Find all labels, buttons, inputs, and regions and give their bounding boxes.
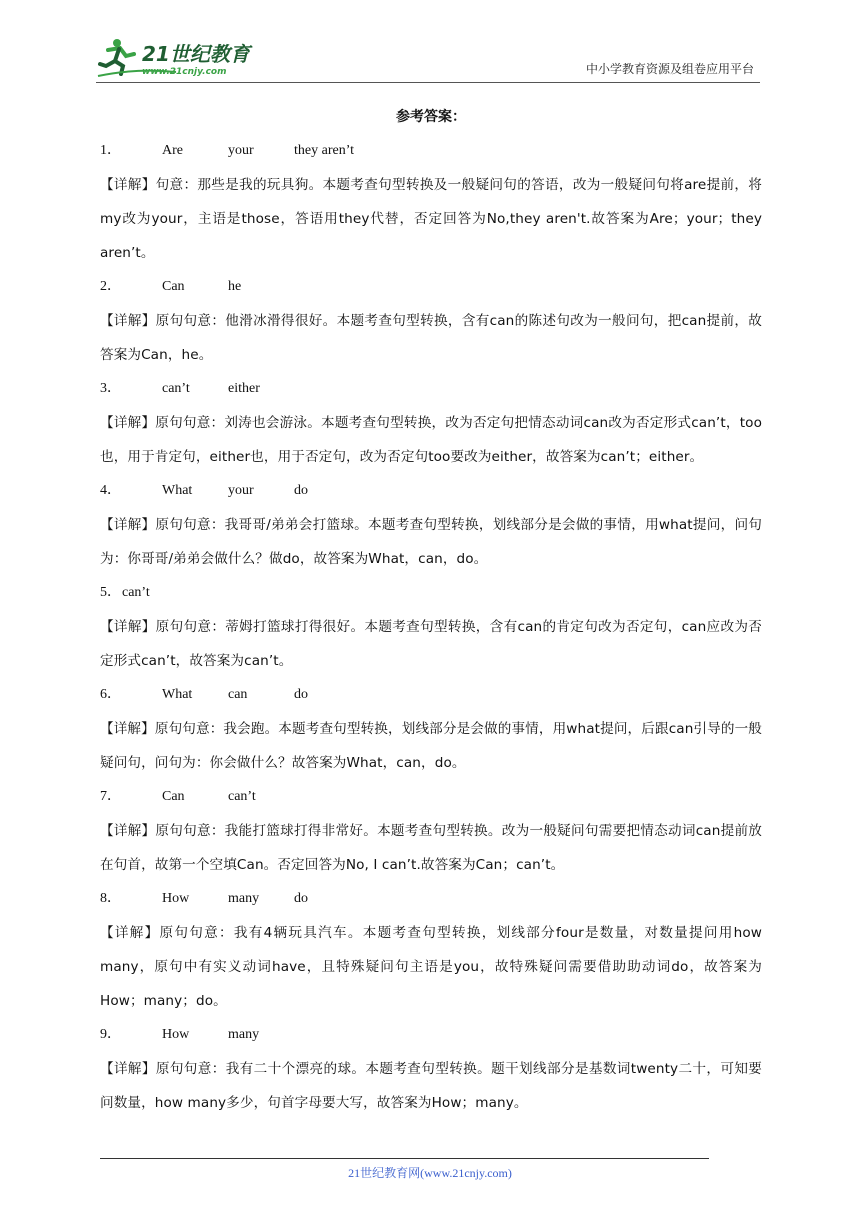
explanation-text: 【详解】原句句意：他滑冰滑得很好。本题考查句型转换，含有can的陈述句改为一般问句，把can提前，故答案为Can，he。 xyxy=(100,313,762,363)
answer-word: What xyxy=(162,687,193,702)
answer-word: do xyxy=(294,483,308,498)
answer-word: How xyxy=(162,1027,190,1042)
question-number: 7． xyxy=(100,789,121,804)
answer-word: can xyxy=(228,687,248,702)
answer-item xyxy=(100,372,762,474)
answer-item xyxy=(100,576,762,678)
explanation-text: 【详解】原句句意：蒂姆打篮球打得很好。本题考查句型转换，含有can的肯定句改为否定句，can应改为否定形式can’t，故答案为can’t。 xyxy=(100,619,762,669)
runner-logo-icon xyxy=(96,36,266,80)
site-logo xyxy=(96,36,266,80)
answer-item xyxy=(100,134,762,270)
answer-item xyxy=(100,270,762,372)
answer-line xyxy=(100,372,762,406)
answer-line xyxy=(100,1018,762,1052)
answer-word: How xyxy=(162,891,190,906)
answer-word: your xyxy=(228,143,254,158)
answer-word: can’t xyxy=(122,585,150,600)
explanation-text: 【详解】原句句意：刘涛也会游泳。本题考查句型转换，改为否定句把情态动词can改为否定形式can’t，too也，用于肯定句，either也，用于否定句，改为否定句too要改为either，故答案为can’t；either。 xyxy=(100,415,762,465)
answer-line xyxy=(100,882,762,916)
answer-line xyxy=(100,678,762,712)
answer-line xyxy=(100,134,762,168)
answer-line xyxy=(100,780,762,814)
explanation-text: 【详解】句意：那些是我的玩具狗。本题考查句型转换及一般疑问句的答语，改为一般疑问句将are提前，将my改为your，主语是those，答语用they代替，否定回答为No,they aren't.故答案为Are；your；they aren’t。 xyxy=(100,177,762,261)
answer-item xyxy=(100,780,762,882)
question-number: 1． xyxy=(100,143,121,158)
answer-word: they aren’t xyxy=(294,143,354,158)
answer-word: many xyxy=(228,1027,260,1042)
explanation-text: 【详解】原句句意：我哥哥/弟弟会打篮球。本题考查句型转换，划线部分是会做的事情，用what提问，问句为：你哥哥/弟弟会做什么？做do，故答案为What，can，do。 xyxy=(100,517,762,567)
answer-line xyxy=(100,270,762,304)
answer-sheet xyxy=(100,100,762,1120)
answer-word: he xyxy=(228,279,242,294)
question-number: 5． xyxy=(100,585,121,600)
answer-word: Are xyxy=(162,143,183,158)
answer-line xyxy=(100,576,762,610)
platform-name: 中小学教育资源及组卷应用平台 xyxy=(585,62,754,76)
answer-word: What xyxy=(162,483,193,498)
footer-divider xyxy=(100,1158,709,1159)
question-number: 8． xyxy=(100,891,121,906)
page-header xyxy=(96,30,760,83)
footer-source: 21世纪教育网(www.21cnjy.com) xyxy=(348,1166,512,1180)
answer-item xyxy=(100,678,762,780)
answer-item xyxy=(100,882,762,1018)
answer-item xyxy=(100,1018,762,1120)
answer-word: either xyxy=(228,381,260,396)
question-number: 9． xyxy=(100,1027,121,1042)
question-number: 3． xyxy=(100,381,121,396)
answer-word: Can xyxy=(162,279,185,294)
answer-word: your xyxy=(228,483,254,498)
answer-word: can’t xyxy=(162,381,190,396)
page-title: 参考答案： xyxy=(396,109,466,125)
explanation-text: 【详解】原句句意：我有二十个漂亮的球。本题考查句型转换。题干划线部分是基数词twenty二十，可知要问数量，how many多少，句首字母要大写，故答案为How；many。 xyxy=(100,1061,762,1111)
logo-url: www.21cnjy.com xyxy=(142,67,227,77)
answer-line xyxy=(100,474,762,508)
answer-list xyxy=(100,134,762,1120)
explanation-text: 【详解】原句句意：我能打篮球打得非常好。本题考查句型转换。改为一般疑问句需要把情态动词can提前放在句首，故第一个空填Can。否定回答为No, I can’t.故答案为Can；can’t。 xyxy=(100,823,762,873)
answer-word: can’t xyxy=(228,789,256,804)
question-number: 2． xyxy=(100,279,121,294)
answer-word: Can xyxy=(162,789,185,804)
answer-word: do xyxy=(294,891,308,906)
answer-word: do xyxy=(294,687,308,702)
question-number: 4． xyxy=(100,483,121,498)
explanation-text: 【详解】原句句意：我会跑。本题考查句型转换，划线部分是会做的事情，用what提问，后跟can引导的一般疑问句，问句为：你会做什么？故答案为What，can，do。 xyxy=(100,721,762,771)
logo-text: 21世纪教育 xyxy=(142,42,250,66)
answer-word: many xyxy=(228,891,260,906)
answer-item xyxy=(100,474,762,576)
question-number: 6． xyxy=(100,687,121,702)
explanation-text: 【详解】原句句意：我有4辆玩具汽车。本题考查句型转换，划线部分four是数量，对数量提问用how many，原句中有实义动词have，且特殊疑问句主语是you，故特殊疑问需要借助助动词do，故答案为How；many；do。 xyxy=(100,925,762,1009)
